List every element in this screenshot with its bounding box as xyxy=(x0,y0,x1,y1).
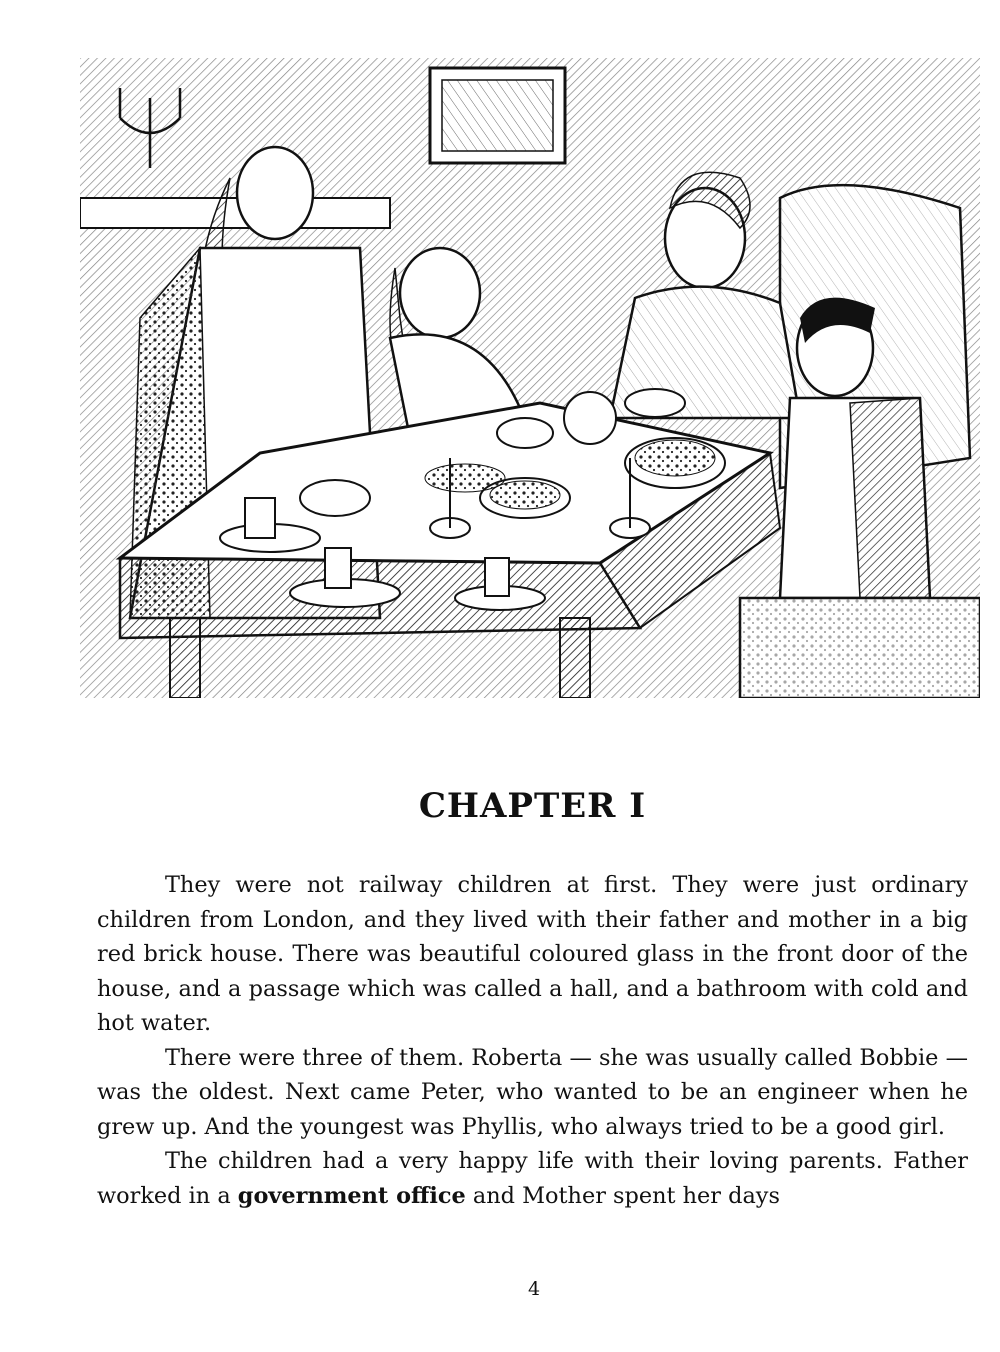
paragraph-text: and Mother spent her days xyxy=(465,1182,780,1209)
bold-term: government office xyxy=(237,1182,466,1209)
chapter-illustration xyxy=(80,58,980,698)
paragraph: They were not railway children at first. They were just ordinary children from London, and they lived with their father and mother in a big red brick house. There was beautiful coloured glass in the front door of the house, and a passage which was called a hall, and a bathroom with cold and hot water. xyxy=(97,872,968,1036)
page-number: 4 xyxy=(527,1278,541,1300)
body-text xyxy=(97,868,968,1213)
chapter-title: CHAPTER I xyxy=(418,786,647,826)
paragraph: There were three of them. Roberta — she was usually called Bobbie — was the oldest. Next came Peter, who wanted to be an engineer when he grew up. And the youngest was Phyllis, who always tried to be a good girl. xyxy=(97,1044,968,1140)
paragraph xyxy=(97,1144,968,1213)
paragraph-text: The children had a very happy life with their loving parents. Father worked in a xyxy=(97,1148,968,1209)
tea-party-drawing xyxy=(80,58,980,698)
